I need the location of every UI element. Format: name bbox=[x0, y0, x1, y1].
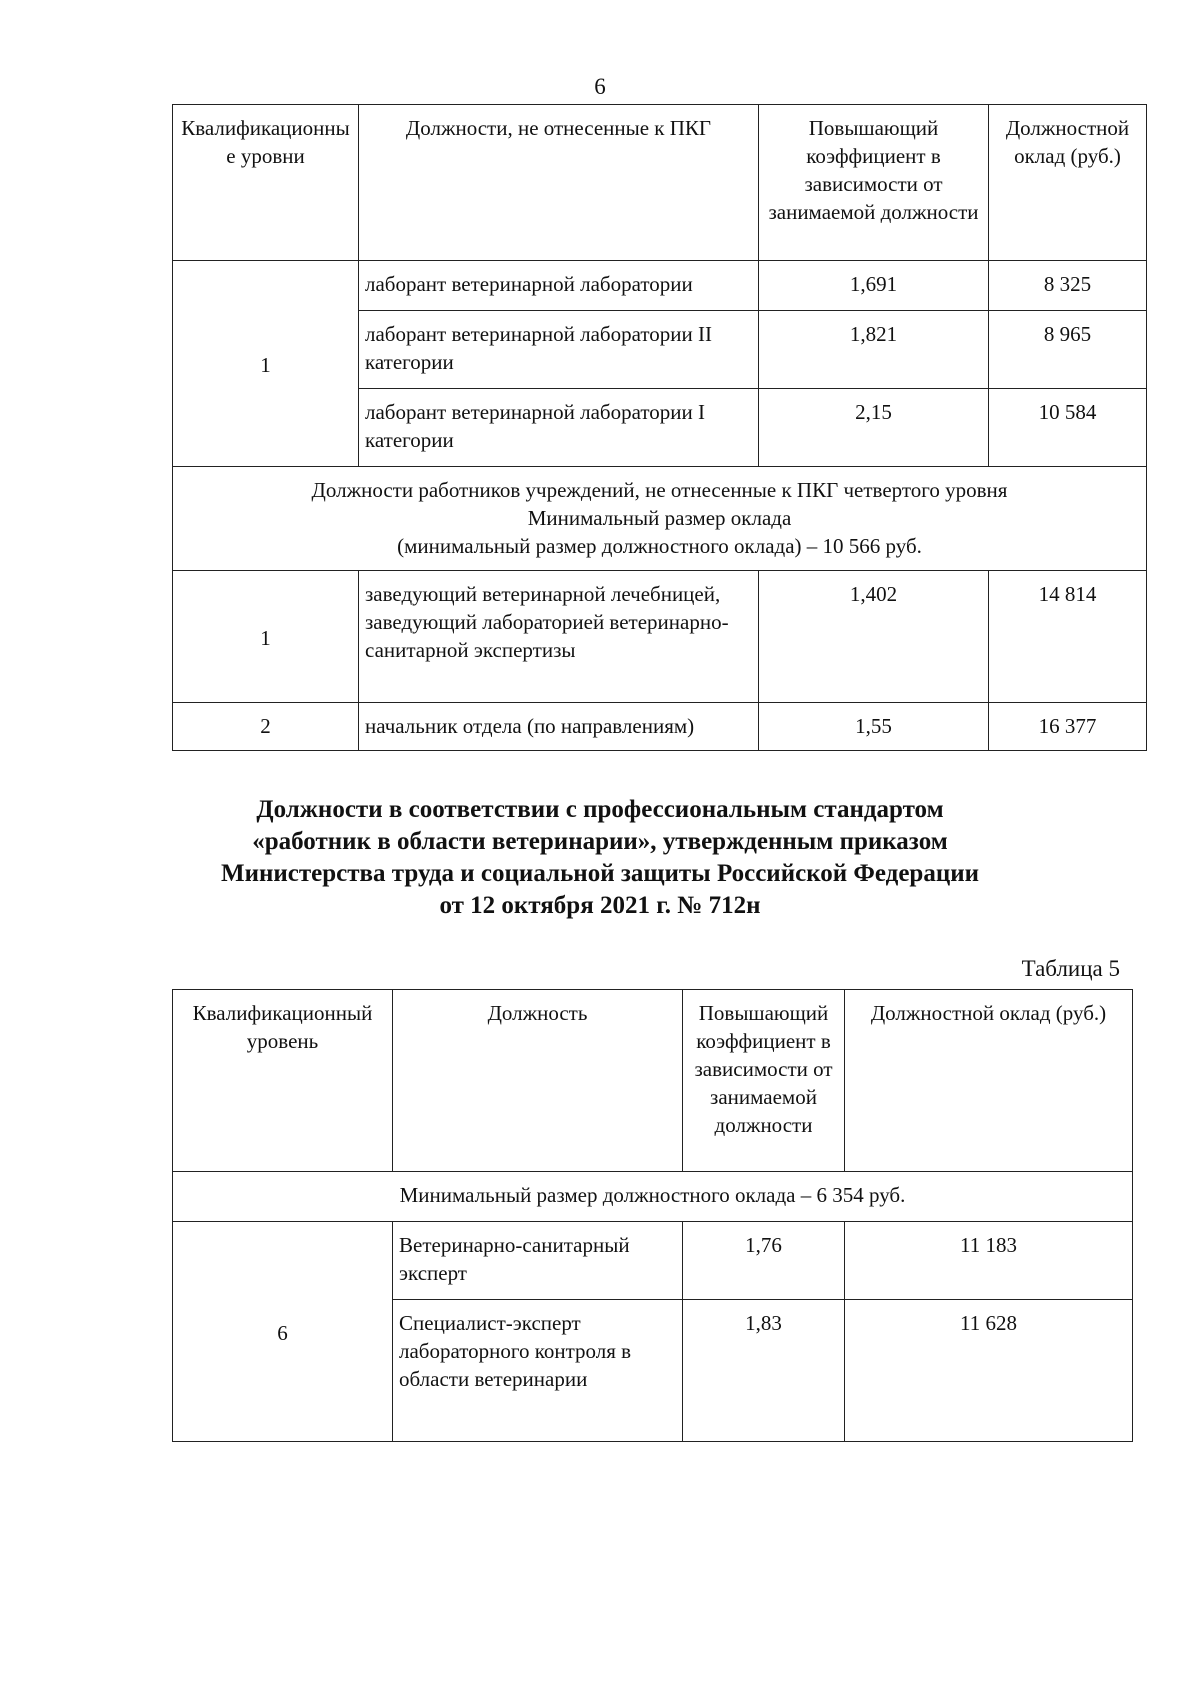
header-coefficient: Повышающий коэффициент в зависимости от занимаемой должности bbox=[683, 990, 845, 1172]
position-cell: Ветеринарно-санитарный эксперт bbox=[393, 1222, 683, 1300]
position-cell: заведующий ветеринарной лечебницей, заведующий лабораторией ветеринарно-санитарной экспертизы bbox=[359, 571, 759, 703]
section-header bbox=[173, 467, 1147, 571]
position-cell: начальник отдела (по направлениям) bbox=[359, 703, 759, 751]
table-row bbox=[173, 1222, 1133, 1300]
table-header-row bbox=[173, 990, 1133, 1172]
coefficient-cell: 2,15 bbox=[759, 389, 989, 467]
coefficient-cell: 1,55 bbox=[759, 703, 989, 751]
min-salary-row bbox=[173, 1172, 1133, 1222]
salary-cell: 8 965 bbox=[989, 311, 1147, 389]
salary-cell: 10 584 bbox=[989, 389, 1147, 467]
salary-cell: 14 814 bbox=[989, 571, 1147, 703]
heading-line: Должности в соответствии с профессиональным стандартом bbox=[256, 796, 944, 823]
header-salary: Должностной оклад (руб.) bbox=[989, 105, 1147, 261]
table-header-row bbox=[173, 105, 1147, 261]
coefficient-cell: 1,76 bbox=[683, 1222, 845, 1300]
header-salary: Должностной оклад (руб.) bbox=[845, 990, 1133, 1172]
header-coefficient: Повышающий коэффициент в зависимости от занимаемой должности bbox=[759, 105, 989, 261]
level-cell: 1 bbox=[173, 261, 359, 467]
section-header-line: (минимальный размер должностного оклада) – 10 566 руб. bbox=[397, 534, 922, 558]
salary-cell: 16 377 bbox=[989, 703, 1147, 751]
salary-cell: 11 628 bbox=[845, 1300, 1133, 1442]
page-number: 6 bbox=[594, 74, 606, 99]
coefficient-cell: 1,402 bbox=[759, 571, 989, 703]
level-cell: 1 bbox=[173, 571, 359, 703]
position-cell: лаборант ветеринарной лаборатории II категории bbox=[359, 311, 759, 389]
position-cell: Специалист-эксперт лабораторного контроля в области ветеринарии bbox=[393, 1300, 683, 1442]
table-positions-not-in-pkg bbox=[172, 104, 1147, 751]
coefficient-cell: 1,83 bbox=[683, 1300, 845, 1442]
header-position: Должность bbox=[393, 990, 683, 1172]
table-row bbox=[173, 703, 1147, 751]
section-heading bbox=[150, 794, 1050, 922]
level-cell: 2 bbox=[173, 703, 359, 751]
coefficient-cell: 1,821 bbox=[759, 311, 989, 389]
salary-cell: 11 183 bbox=[845, 1222, 1133, 1300]
header-qualification-level: Квалификационный уровень bbox=[173, 990, 393, 1172]
section-header-line: Минимальный размер оклада bbox=[527, 506, 792, 530]
header-qualification-levels: Квалификационные уровни bbox=[173, 105, 359, 261]
position-cell: лаборант ветеринарной лаборатории I категории bbox=[359, 389, 759, 467]
heading-line: «работник в области ветеринарии», утвержденным приказом bbox=[252, 828, 948, 855]
salary-cell: 8 325 bbox=[989, 261, 1147, 311]
header-positions: Должности, не отнесенные к ПКГ bbox=[359, 105, 759, 261]
position-cell: лаборант ветеринарной лаборатории bbox=[359, 261, 759, 311]
section-header-row bbox=[173, 467, 1147, 571]
table-caption: Таблица 5 bbox=[1021, 956, 1120, 981]
section-header-line: Должности работников учреждений, не отнесенные к ПКГ четвертого уровня bbox=[311, 478, 1008, 502]
table-row bbox=[173, 571, 1147, 703]
table-row bbox=[173, 261, 1147, 311]
coefficient-cell: 1,691 bbox=[759, 261, 989, 311]
min-salary-note: Минимальный размер должностного оклада – 6 354 руб. bbox=[173, 1172, 1133, 1222]
level-cell: 6 bbox=[173, 1222, 393, 1442]
table-5-professional-standard bbox=[172, 989, 1133, 1442]
heading-line: от 12 октября 2021 г. № 712н bbox=[439, 892, 761, 919]
heading-line: Министерства труда и социальной защиты Российской Федерации bbox=[220, 860, 980, 887]
